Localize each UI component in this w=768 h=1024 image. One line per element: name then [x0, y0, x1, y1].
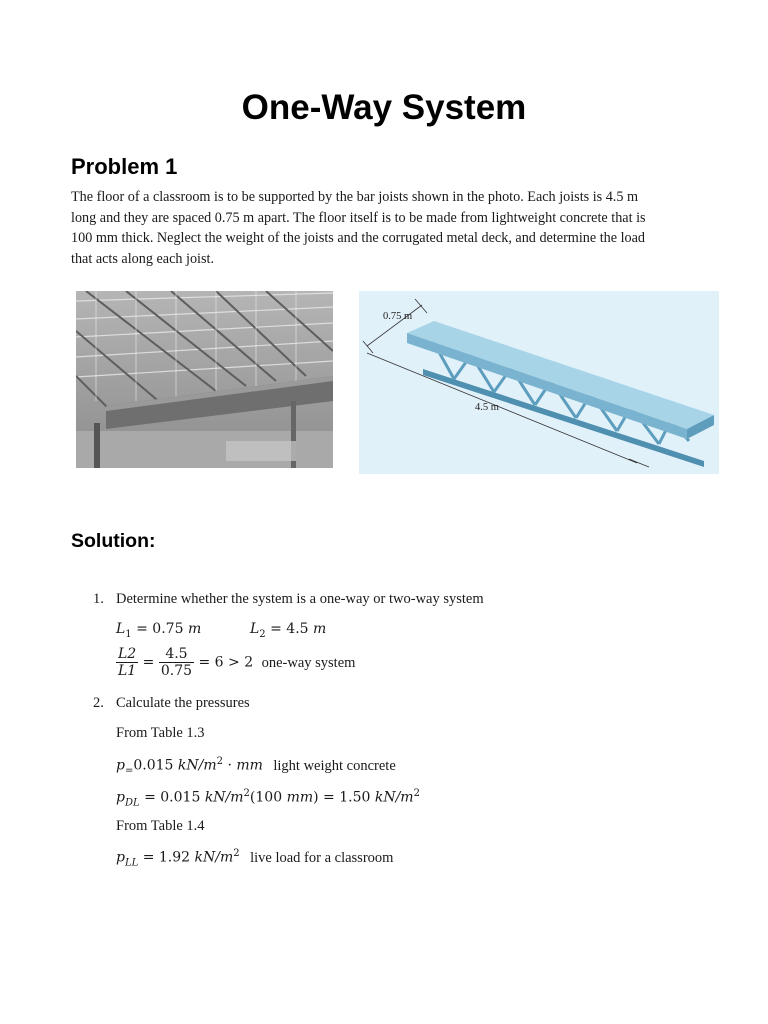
l2-sub: 2: [259, 628, 266, 640]
problem-line: 100 mm thick. Neglect the weight of the joists and the corrugated metal deck, and determine the load: [71, 230, 646, 247]
step2-text: Calculate the pressures: [116, 695, 250, 711]
bar-joist-photo: [76, 291, 333, 468]
pll-sup: 2: [233, 848, 240, 859]
pll-symbol: p: [116, 849, 125, 866]
pdl-unit: kN/m: [204, 789, 244, 806]
value-denominator: 0.75: [160, 663, 193, 679]
l2-unit: m: [313, 621, 327, 637]
pdl-sub: DL: [124, 797, 140, 809]
ratio-numerator: L2: [118, 646, 137, 662]
ratio-fraction: [116, 646, 138, 679]
p-equation: [116, 756, 396, 776]
pdl-equation: [116, 788, 420, 808]
p-unit: kN/m: [177, 757, 217, 774]
step-number: 2.: [93, 695, 104, 711]
pdl-symbol: p: [116, 789, 125, 806]
pdl-sup: 2: [243, 788, 250, 799]
solution-heading: Solution:: [71, 530, 156, 552]
pdl-sup2: 2: [413, 788, 420, 799]
pdl-mm: mm: [286, 789, 314, 806]
pll-equation: [116, 848, 393, 868]
value-numerator: 4.5: [159, 646, 194, 663]
problem-line: that acts along each joist.: [71, 250, 215, 267]
spacing-label: 0.75 m: [383, 311, 413, 322]
pll-unit: kN/m: [194, 849, 234, 866]
l1-value: = 0.75: [136, 621, 184, 637]
value-fraction: [159, 646, 194, 679]
pdl-paren: (100: [249, 789, 283, 806]
pll-expr: = 1.92: [142, 849, 191, 866]
page-title: One-Way System: [241, 88, 527, 127]
l1-symbol: L: [116, 621, 126, 637]
l2-symbol: L: [250, 621, 260, 637]
problem-paragraph: [71, 187, 701, 269]
problem-line: long and they are spaced 0.75 m apart. The floor itself is to be made from lightweight concrete that is: [71, 209, 646, 226]
l1-sub: 1: [125, 628, 132, 640]
p-unit-sup: 2: [216, 756, 224, 767]
l1-unit: m: [187, 621, 202, 637]
l1-equation: [116, 621, 201, 640]
l2-equation: [250, 621, 326, 640]
p-sub: =: [124, 765, 134, 777]
pdl-expr: = 0.015: [144, 789, 201, 806]
length-label: 4.5 m: [475, 402, 499, 413]
l2-value: = 4.5: [270, 621, 309, 637]
ratio-equals: =: [142, 654, 155, 671]
p-value: 0.015: [133, 757, 174, 774]
problem-heading: Problem 1: [71, 154, 178, 179]
pdl-unit2: kN/m: [374, 789, 414, 806]
pll-sub: LL: [124, 857, 139, 869]
from-table-1-4: From Table 1.4: [116, 818, 205, 834]
pdl-close: ) = 1.50: [313, 789, 371, 806]
step1-text: Determine whether the system is a one-way or two-way system: [116, 591, 484, 607]
ratio-result: = 6 > 2: [198, 654, 254, 671]
step-number: 1.: [93, 591, 104, 607]
ratio-note: one-way system: [261, 654, 356, 671]
p-unit-tail: · mm: [227, 757, 263, 774]
from-table-1-3: From Table 1.3: [116, 725, 205, 741]
p-note: light weight concrete: [273, 757, 396, 774]
problem-line: The floor of a classroom is to be supported by the bar joists shown in the photo. Each joists is 4.5 m: [71, 189, 639, 205]
ratio-equation: [116, 646, 355, 679]
pll-note: live load for a classroom: [250, 849, 394, 866]
ratio-denominator: L1: [118, 663, 137, 679]
p-symbol: p: [116, 757, 125, 774]
joist-diagram: [359, 291, 719, 474]
